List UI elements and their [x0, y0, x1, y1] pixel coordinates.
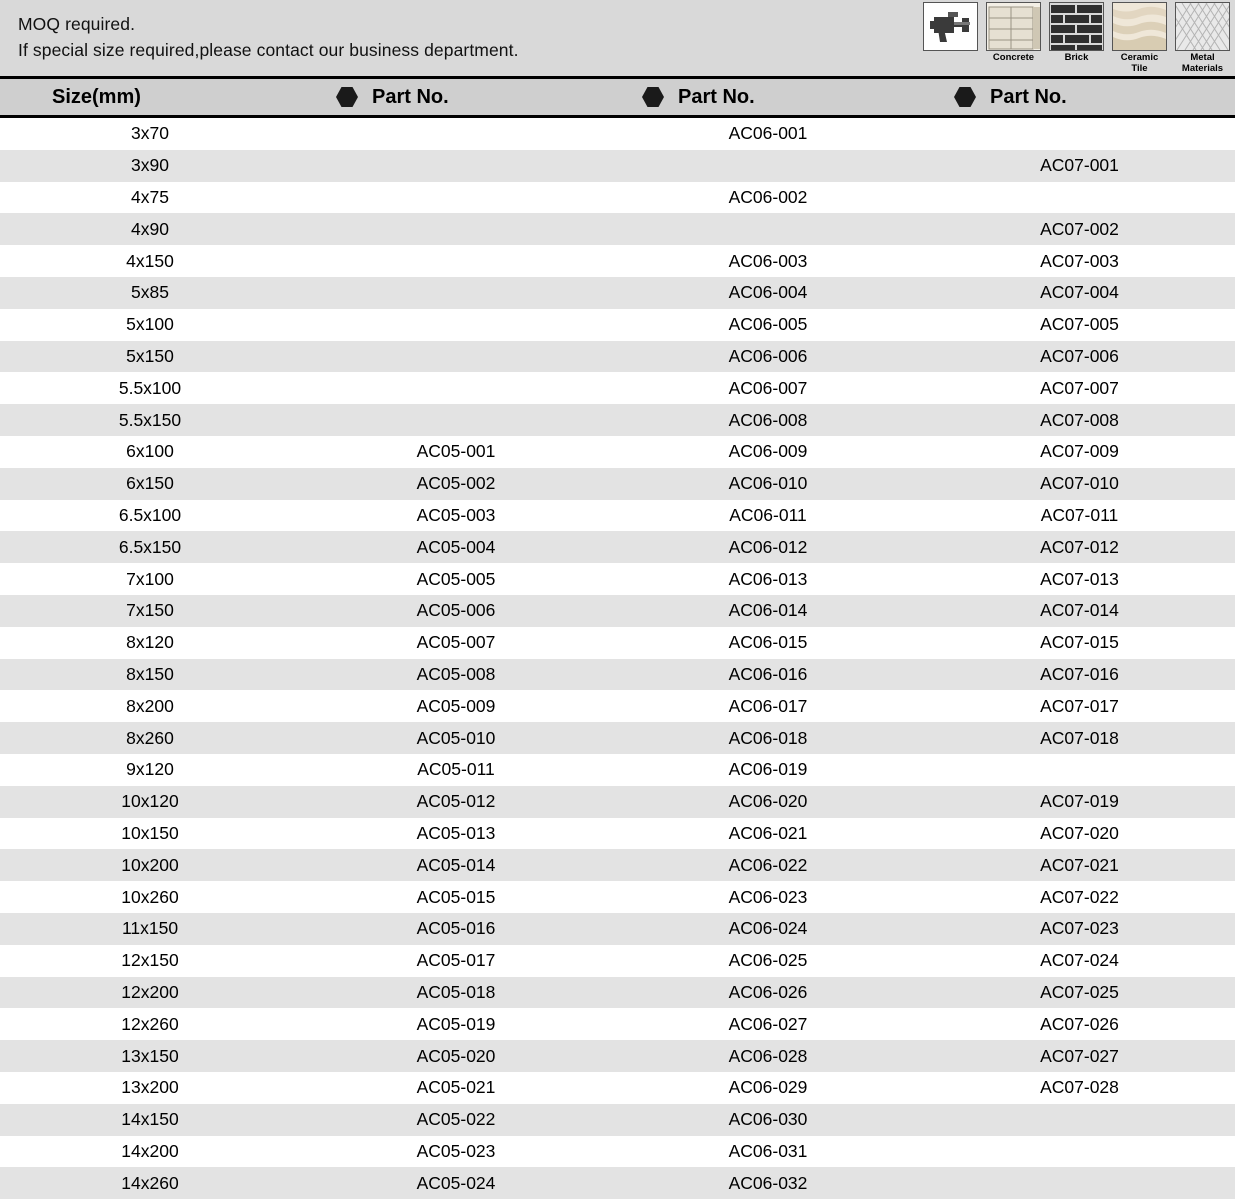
- table-row: [0, 1040, 1235, 1072]
- table-row: [0, 372, 1235, 404]
- cell-part-no-3: [924, 754, 1235, 786]
- cell-size: 4x150: [0, 245, 300, 277]
- table-row: [0, 849, 1235, 881]
- cell-part-no-3: AC07-013: [924, 563, 1235, 595]
- cell-part-no-2: AC06-017: [612, 690, 924, 722]
- cell-part-no-2: AC06-001: [612, 117, 924, 150]
- cell-part-no-3: [924, 1136, 1235, 1168]
- table-row: [0, 404, 1235, 436]
- table-header-row: [0, 78, 1235, 117]
- cell-part-no-3: AC07-009: [924, 436, 1235, 468]
- cell-part-no-3: AC07-027: [924, 1040, 1235, 1072]
- cell-part-no-2: AC06-022: [612, 849, 924, 881]
- cell-part-no-1: AC05-006: [300, 595, 612, 627]
- cell-part-no-1: [300, 309, 612, 341]
- ceramic-tile-icon: [1112, 2, 1167, 51]
- table-row: [0, 786, 1235, 818]
- cell-size: 4x90: [0, 213, 300, 245]
- cell-part-no-3: AC07-006: [924, 341, 1235, 373]
- cell-part-no-2: AC06-007: [612, 372, 924, 404]
- table-row: [0, 277, 1235, 309]
- cell-part-no-2: AC06-021: [612, 818, 924, 850]
- cell-size: 7x100: [0, 563, 300, 595]
- cell-size: 5x150: [0, 341, 300, 373]
- cell-size: 5x100: [0, 309, 300, 341]
- cell-part-no-3: AC07-012: [924, 531, 1235, 563]
- cell-part-no-3: [924, 182, 1235, 214]
- table-row: [0, 563, 1235, 595]
- hex-shank-icon: [954, 87, 976, 107]
- cell-part-no-1: AC05-020: [300, 1040, 612, 1072]
- table-row: [0, 945, 1235, 977]
- column-header-size: Size(mm): [0, 78, 300, 117]
- cell-part-no-1: AC05-019: [300, 1008, 612, 1040]
- cell-part-no-2: AC06-008: [612, 404, 924, 436]
- cell-part-no-2: AC06-024: [612, 913, 924, 945]
- table-row: [0, 977, 1235, 1009]
- cell-part-no-2: AC06-002: [612, 182, 924, 214]
- cell-part-no-1: AC05-024: [300, 1167, 612, 1199]
- cell-part-no-1: [300, 277, 612, 309]
- cell-size: 10x260: [0, 881, 300, 913]
- cell-part-no-2: [612, 213, 924, 245]
- cell-part-no-2: AC06-016: [612, 659, 924, 691]
- table-row: [0, 245, 1235, 277]
- cell-part-no-2: AC06-031: [612, 1136, 924, 1168]
- notice-line-2: If special size required,please contact our business department.: [18, 37, 519, 63]
- cell-size: 10x200: [0, 849, 300, 881]
- cell-part-no-1: [300, 213, 612, 245]
- cell-part-no-1: [300, 245, 612, 277]
- table-row: [0, 818, 1235, 850]
- table-row: [0, 627, 1235, 659]
- cell-part-no-2: AC06-005: [612, 309, 924, 341]
- cell-size: 3x90: [0, 150, 300, 182]
- cell-part-no-1: AC05-002: [300, 468, 612, 500]
- cell-part-no-2: AC06-029: [612, 1072, 924, 1104]
- cell-part-no-3: AC07-001: [924, 150, 1235, 182]
- table-row: [0, 722, 1235, 754]
- cell-part-no-1: [300, 404, 612, 436]
- cell-part-no-3: AC07-020: [924, 818, 1235, 850]
- concrete-icon: [986, 2, 1041, 51]
- cell-size: 7x150: [0, 595, 300, 627]
- table-row: [0, 531, 1235, 563]
- cell-part-no-2: AC06-020: [612, 786, 924, 818]
- cell-part-no-2: AC06-030: [612, 1104, 924, 1136]
- cell-part-no-1: AC05-015: [300, 881, 612, 913]
- cell-part-no-1: AC05-021: [300, 1072, 612, 1104]
- cell-part-no-3: AC07-023: [924, 913, 1235, 945]
- cell-size: 14x150: [0, 1104, 300, 1136]
- cell-part-no-3: AC07-005: [924, 309, 1235, 341]
- cell-part-no-1: AC05-009: [300, 690, 612, 722]
- cell-part-no-3: AC07-019: [924, 786, 1235, 818]
- cell-part-no-1: AC05-008: [300, 659, 612, 691]
- cell-size: 12x200: [0, 977, 300, 1009]
- brick-icon: [1049, 2, 1104, 51]
- table-row: [0, 436, 1235, 468]
- brick-caption: Brick: [1065, 53, 1089, 64]
- column-header-part-no-3-label: Part No.: [990, 86, 1067, 109]
- column-header-part-no-1: [300, 78, 612, 117]
- cell-part-no-3: AC07-015: [924, 627, 1235, 659]
- cell-part-no-3: AC07-025: [924, 977, 1235, 1009]
- cell-part-no-2: AC06-012: [612, 531, 924, 563]
- table-row: [0, 182, 1235, 214]
- cell-part-no-3: AC07-010: [924, 468, 1235, 500]
- table-row: [0, 213, 1235, 245]
- cell-size: 3x70: [0, 117, 300, 150]
- cell-part-no-3: AC07-017: [924, 690, 1235, 722]
- cell-part-no-1: AC05-012: [300, 786, 612, 818]
- notice-bar: [0, 0, 1235, 76]
- table-row: [0, 341, 1235, 373]
- cell-part-no-2: AC06-025: [612, 945, 924, 977]
- cell-part-no-2: AC06-003: [612, 245, 924, 277]
- cell-part-no-2: AC06-023: [612, 881, 924, 913]
- table-row: [0, 150, 1235, 182]
- cell-size: 8x120: [0, 627, 300, 659]
- cell-size: 6x100: [0, 436, 300, 468]
- ceramic-tile-caption: Ceramic Tile: [1121, 53, 1159, 74]
- cell-part-no-3: [924, 1167, 1235, 1199]
- cell-size: 13x200: [0, 1072, 300, 1104]
- cell-size: 5.5x100: [0, 372, 300, 404]
- icon-cell-metal-materials: [1174, 2, 1231, 74]
- cell-part-no-1: AC05-004: [300, 531, 612, 563]
- column-header-part-no-2: [612, 78, 924, 117]
- cell-part-no-3: AC07-021: [924, 849, 1235, 881]
- cell-part-no-3: AC07-026: [924, 1008, 1235, 1040]
- cell-part-no-1: [300, 117, 612, 150]
- table-row: [0, 468, 1235, 500]
- cell-part-no-2: AC06-018: [612, 722, 924, 754]
- cell-size: 8x150: [0, 659, 300, 691]
- cell-part-no-2: AC06-026: [612, 977, 924, 1009]
- cell-part-no-2: [612, 150, 924, 182]
- table-row: [0, 309, 1235, 341]
- table-row: [0, 1072, 1235, 1104]
- cell-part-no-3: AC07-018: [924, 722, 1235, 754]
- cell-size: 5x85: [0, 277, 300, 309]
- table-header: [0, 78, 1235, 117]
- cell-part-no-3: AC07-003: [924, 245, 1235, 277]
- table-row: [0, 1167, 1235, 1199]
- cell-size: 6.5x150: [0, 531, 300, 563]
- cell-size: 10x150: [0, 818, 300, 850]
- cell-part-no-1: AC05-003: [300, 500, 612, 532]
- cell-part-no-2: AC06-015: [612, 627, 924, 659]
- table-row: [0, 913, 1235, 945]
- cell-part-no-2: AC06-004: [612, 277, 924, 309]
- material-icon-strip: [922, 2, 1231, 74]
- cell-size: 13x150: [0, 1040, 300, 1072]
- parts-table: [0, 76, 1235, 1199]
- cell-part-no-3: AC07-011: [924, 500, 1235, 532]
- cell-part-no-1: AC05-018: [300, 977, 612, 1009]
- cell-part-no-1: [300, 341, 612, 373]
- cell-size: 11x150: [0, 913, 300, 945]
- notice-text: [18, 11, 519, 63]
- cell-part-no-1: AC05-007: [300, 627, 612, 659]
- table-row: [0, 690, 1235, 722]
- cell-part-no-3: AC07-014: [924, 595, 1235, 627]
- column-header-part-no-2-label: Part No.: [678, 86, 755, 109]
- table-row: [0, 1008, 1235, 1040]
- cell-part-no-2: AC06-027: [612, 1008, 924, 1040]
- cell-size: 14x260: [0, 1167, 300, 1199]
- concrete-caption: Concrete: [993, 53, 1034, 64]
- cell-size: 5.5x150: [0, 404, 300, 436]
- cell-part-no-3: [924, 1104, 1235, 1136]
- cell-size: 9x120: [0, 754, 300, 786]
- column-header-part-no-1-label: Part No.: [372, 86, 449, 109]
- cell-part-no-1: AC05-011: [300, 754, 612, 786]
- cell-part-no-3: AC07-022: [924, 881, 1235, 913]
- cell-part-no-3: AC07-024: [924, 945, 1235, 977]
- cell-size: 8x260: [0, 722, 300, 754]
- icon-cell-ceramic-tile: [1111, 2, 1168, 74]
- cell-size: 10x120: [0, 786, 300, 818]
- hex-shank-icon: [336, 87, 358, 107]
- cell-part-no-1: AC05-016: [300, 913, 612, 945]
- cell-part-no-1: AC05-005: [300, 563, 612, 595]
- hex-shank-icon: [642, 87, 664, 107]
- cell-size: 12x150: [0, 945, 300, 977]
- table-row: [0, 117, 1235, 150]
- cell-part-no-2: AC06-009: [612, 436, 924, 468]
- cell-part-no-1: [300, 372, 612, 404]
- cell-part-no-2: AC06-019: [612, 754, 924, 786]
- cell-part-no-3: AC07-007: [924, 372, 1235, 404]
- cell-part-no-1: AC05-023: [300, 1136, 612, 1168]
- table-row: [0, 1136, 1235, 1168]
- table-row: [0, 500, 1235, 532]
- column-header-part-no-3: [924, 78, 1235, 117]
- cell-part-no-2: AC06-028: [612, 1040, 924, 1072]
- table-row: [0, 881, 1235, 913]
- table-row: [0, 754, 1235, 786]
- cell-part-no-2: AC06-010: [612, 468, 924, 500]
- cell-size: 6.5x100: [0, 500, 300, 532]
- cell-part-no-1: AC05-022: [300, 1104, 612, 1136]
- cell-part-no-1: AC05-017: [300, 945, 612, 977]
- icon-cell-concrete: [985, 2, 1042, 64]
- cell-part-no-2: AC06-006: [612, 341, 924, 373]
- rotary-hammer-icon: [923, 2, 978, 51]
- cell-size: 8x200: [0, 690, 300, 722]
- cell-part-no-1: AC05-010: [300, 722, 612, 754]
- metal-materials-caption: Metal Materials: [1182, 53, 1223, 74]
- cell-part-no-3: [924, 117, 1235, 150]
- cell-part-no-3: AC07-004: [924, 277, 1235, 309]
- table-row: [0, 595, 1235, 627]
- table-row: [0, 659, 1235, 691]
- cell-part-no-3: AC07-028: [924, 1072, 1235, 1104]
- icon-cell-rotary-hammer: [922, 2, 979, 53]
- cell-part-no-3: AC07-008: [924, 404, 1235, 436]
- cell-part-no-1: AC05-014: [300, 849, 612, 881]
- cell-part-no-1: AC05-001: [300, 436, 612, 468]
- cell-size: 12x260: [0, 1008, 300, 1040]
- notice-line-1: MOQ required.: [18, 11, 519, 37]
- cell-size: 4x75: [0, 182, 300, 214]
- metal-materials-icon: [1175, 2, 1230, 51]
- cell-part-no-3: AC07-016: [924, 659, 1235, 691]
- cell-part-no-2: AC06-014: [612, 595, 924, 627]
- cell-part-no-2: AC06-032: [612, 1167, 924, 1199]
- icon-cell-brick: [1048, 2, 1105, 64]
- table-row: [0, 1104, 1235, 1136]
- cell-part-no-1: AC05-013: [300, 818, 612, 850]
- cell-part-no-3: AC07-002: [924, 213, 1235, 245]
- cell-size: 14x200: [0, 1136, 300, 1168]
- cell-part-no-2: AC06-011: [612, 500, 924, 532]
- table-body: [0, 117, 1235, 1199]
- cell-size: 6x150: [0, 468, 300, 500]
- cell-part-no-1: [300, 150, 612, 182]
- cell-part-no-2: AC06-013: [612, 563, 924, 595]
- cell-part-no-1: [300, 182, 612, 214]
